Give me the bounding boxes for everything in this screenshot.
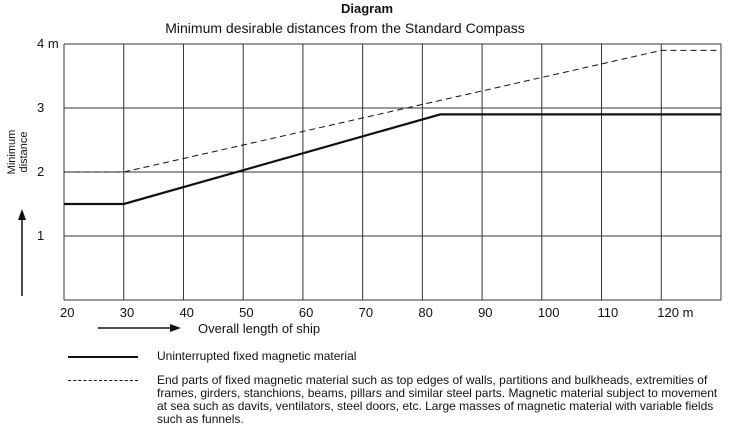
x-tick-label: 50 (239, 305, 254, 320)
series-dashed-line (64, 50, 721, 172)
y-tick-label: 3 (37, 100, 45, 115)
x-axis-arrow-head (170, 324, 181, 332)
x-tick-label: 30 (119, 305, 135, 320)
y-tick-label: 4 m (37, 36, 59, 51)
x-tick-label: 40 (179, 305, 194, 320)
tick-labels (37, 36, 693, 320)
chart-subtitle: Minimum desirable distances from the Standard Compass (165, 20, 525, 36)
x-tick-label: 100 (537, 305, 560, 320)
y-tick-label: 1 (37, 228, 45, 243)
legend-solid-label: Uninterrupted fixed magnetic material (157, 349, 357, 363)
x-tick-label: 70 (358, 305, 374, 320)
grid-lines (64, 44, 721, 300)
y-axis-arrow-head (18, 209, 26, 220)
legend-dashed-swatch (68, 380, 138, 381)
x-tick-label: 80 (418, 305, 433, 320)
series-group (64, 50, 721, 204)
y-tick-label: 2 (37, 164, 45, 179)
x-tick-label: 20 (60, 305, 75, 320)
legend-solid-swatch (68, 356, 138, 358)
series-solid-line (64, 114, 721, 204)
x-axis-label: Overall length of ship (198, 321, 321, 336)
chart-title: Diagram (340, 1, 394, 16)
y-axis-label: Minimum distance (6, 129, 30, 175)
legend-dashed-label: End parts of fixed magnetic material such as top edges of walls, partitions and bulkheads, extremities of frames, girders, stanchions, beams, pillars and similar steel parts. Magnetic material subject to movement at sea such as davits, ventilators, steel doors, etc. Large masses of magnetic material with variable fields such as funnels. (157, 373, 718, 426)
x-tick-label: 120 m (657, 305, 694, 320)
x-tick-label: 110 (597, 305, 619, 320)
x-tick-label: 90 (478, 305, 493, 320)
x-tick-label: 60 (298, 305, 314, 320)
